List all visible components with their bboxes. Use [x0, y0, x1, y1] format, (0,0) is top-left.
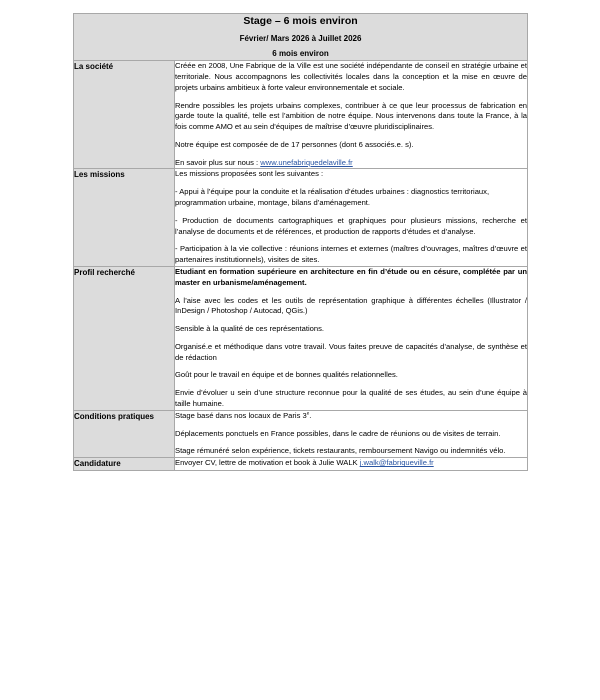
- row-label-societe: La société: [74, 61, 175, 169]
- table-row-societe: [74, 61, 528, 169]
- paragraph-contact: [175, 458, 527, 469]
- contact-text: Envoyer CV, lettre de motivation et book à Julie WALK: [175, 458, 360, 468]
- location-text: Stage basé dans nos locaux de Paris 3: [175, 410, 307, 420]
- paragraph: A l’aise avec les codes et les outils de représentation graphique à différentes échelles (Illustrator / InDesign / Photoshop / Autocad, QGis.): [175, 295, 528, 316]
- paragraph: Sensible à la qualité de ces représentations.: [175, 324, 325, 334]
- paragraph: Envie d’évoluer u sein d’une structure reconnue pour la qualité de ses études, au sein d’une équipe à taille humaine.: [175, 388, 528, 408]
- paragraph-location: [175, 411, 527, 422]
- row-content-conditions: [175, 410, 528, 457]
- paragraph: Créée en 2008, Une Fabrique de la Ville est une société indépendante de conseil en stratégie urbaine et territoriale. Nous accompagnons les collectivités locales dans la conception et la mise en œuvre de projets urbains ambitieux à forte valeur environnementale et sociale.: [175, 61, 528, 92]
- location-period: .: [309, 410, 312, 420]
- table-row-missions: [74, 169, 528, 266]
- table-row-conditions: [74, 410, 528, 457]
- website-link[interactable]: www.unefabriquedelaville.fr: [260, 157, 353, 167]
- header-cell: [74, 14, 528, 61]
- table-row-profil: [74, 266, 528, 410]
- row-label-profil: Profil recherché: [74, 266, 175, 410]
- paragraph: Rendre possibles les projets urbains complexes, contribuer à ce que leur processus de fabrication en garde toute la qualité, telle est l’ambition de notre équipe. Nous intervenons dans toute la France, à la fois comme AMO et au sein d’équipes de maîtrise d’œuvre pluridisciplinaires.: [175, 100, 528, 132]
- job-offer-table: [73, 13, 528, 471]
- email-link[interactable]: j.walk@fabriqueville.fr: [359, 458, 434, 468]
- row-label-missions: Les missions: [74, 169, 175, 266]
- row-content-profil: [175, 266, 528, 410]
- paragraph: Déplacements ponctuels en France possibles, dans le cadre de réunions ou de visites de terrain.: [175, 428, 501, 438]
- row-label-conditions: Conditions pratiques: [74, 410, 175, 457]
- row-label-candidature: Candidature: [74, 458, 175, 471]
- header-subtitle: Février/ Mars 2026 à Juillet 2026: [239, 34, 362, 44]
- page-title: Stage – 6 mois environ: [243, 15, 358, 27]
- list-item: - Participation à la vie collective : réunions internes et externes (maîtres d’ouvrages, maîtres d’œuvre et partenaires institutionnels), visites de sites.: [175, 244, 528, 265]
- row-content-candidature: [175, 458, 528, 471]
- paragraph: Organisé.e et méthodique dans votre travail. Vous faites preuve de capacités d’analyse, de synthèse et de rédaction: [175, 341, 528, 362]
- header-subtitle-secondary: 6 mois environ: [272, 49, 329, 59]
- paragraph: Stage rémunéré selon expérience, tickets restaurants, remboursement Navigo ou indemnités vélo.: [175, 446, 506, 456]
- list-item: - Production de documents cartographiques et graphiques pour plusieurs missions, recherche et l’analyse de documents et de références, et production de rapports d’études et d’analyse.: [175, 215, 528, 236]
- row-content-missions: [175, 169, 528, 266]
- website-label: En savoir plus sur nous :: [175, 157, 261, 167]
- paragraph: Les missions proposées sont les suivantes :: [175, 169, 324, 179]
- paragraph-bold: Etudiant en formation supérieure en architecture en fin d’étude ou en césure, complétée par un master en urbanisme/aménagement.: [175, 266, 528, 287]
- paragraph-website: [175, 158, 527, 169]
- row-content-societe: [175, 61, 528, 169]
- list-item: - Appui à l’équipe pour la conduite et la réalisation d’études urbaines : diagnostics territoriaux, programmation urbaine, montage, bilans d’aménagement.: [175, 187, 490, 208]
- paragraph: Notre équipe est composée de de 17 personnes (dont 6 associés.e. s).: [175, 139, 414, 149]
- table-row-candidature: [74, 458, 528, 471]
- paragraph: Goût pour le travail en équipe et de bonnes qualités relationnelles.: [175, 370, 398, 380]
- ordinal-suffix: e: [306, 410, 310, 416]
- table-row-header: [74, 14, 528, 61]
